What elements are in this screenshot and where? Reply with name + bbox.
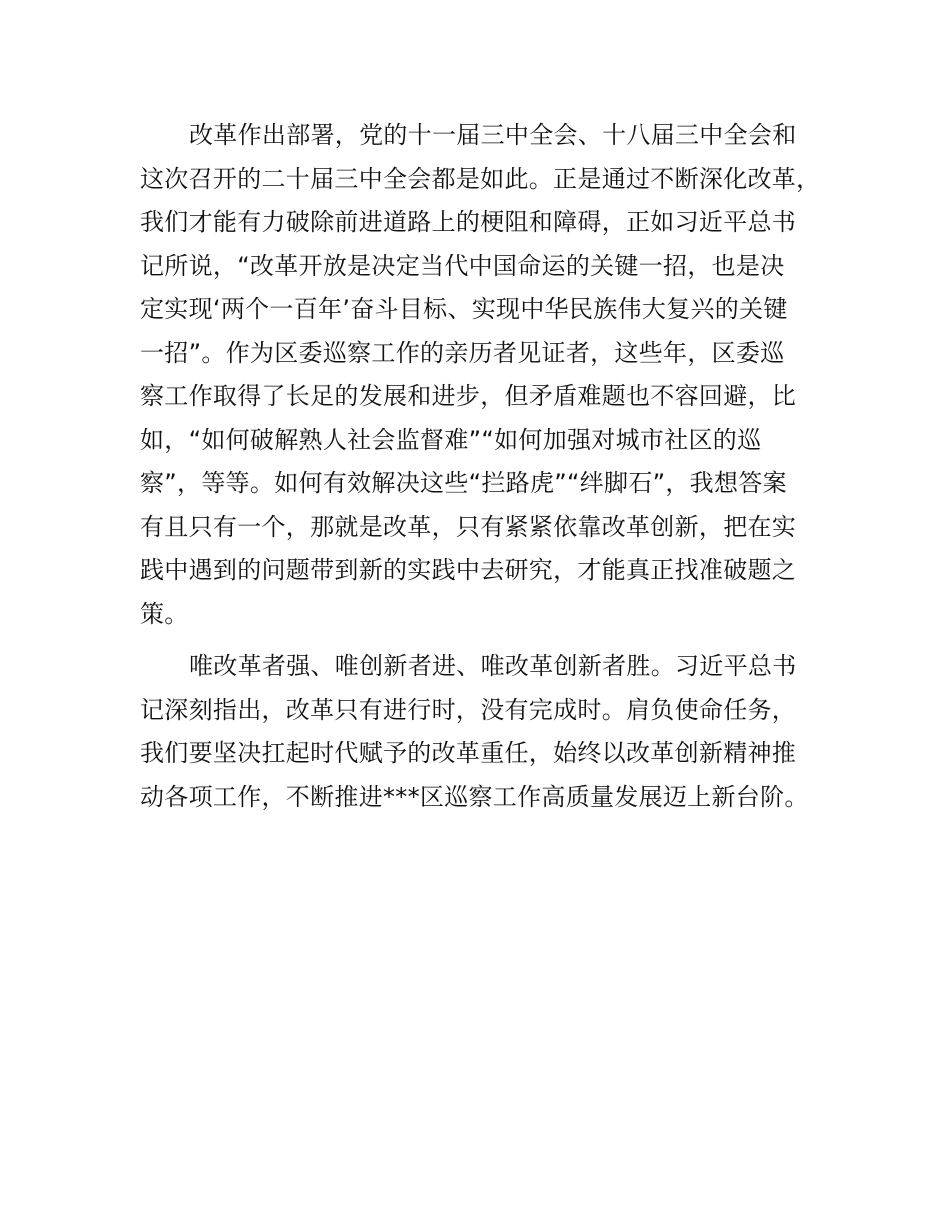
text-line: 有且只有一个，那就是改革，只有紧紧依靠改革创新，把在实 xyxy=(140,512,797,541)
text-line: 践中遇到的问题带到新的实践中去研究，才能真正找准破题之 xyxy=(140,556,797,584)
text-line: 记所说，“改革开放是决定当代中国命运的关键一招，也是决 xyxy=(140,251,785,280)
text-line: 如，“如何破解熟人社会监督难”“如何加强对城市社区的巡 xyxy=(140,425,762,454)
text-line: 察”，等等。如何有效解决这些“拦路虎”“绊脚石”，我想答案 xyxy=(140,469,787,497)
text-line: 记深刻指出，改革只有进行时，没有完成时。肩负使命任务， xyxy=(140,695,797,724)
paragraph-2 xyxy=(140,645,830,819)
paragraph-spacer xyxy=(140,636,830,645)
text-line: 我们要坚决扛起时代赋予的改革重任，始终以改革创新精神推 xyxy=(140,739,797,767)
paragraph-1 xyxy=(140,114,830,636)
text-line: 唯改革者强、唯创新者进、唯改革创新者胜。习近平总书 xyxy=(189,652,797,680)
text-line: 察工作取得了长足的发展和进步，但矛盾难题也不容回避，比 xyxy=(140,382,797,410)
text-line: 改革作出部署，党的十一届三中全会、十八届三中全会和 xyxy=(189,121,797,149)
text-line: 定实现‘两个一百年’奋斗目标、实现中华民族伟大复兴的关键 xyxy=(140,295,788,323)
text-line: 我们才能有力破除前进道路上的梗阻和障碍，正如习近平总书 xyxy=(140,208,797,236)
text-line: 动各项工作，不断推进***区巡察工作高质量发展迈上新台阶。 xyxy=(140,782,809,811)
text-line: 这次召开的二十届三中全会都是如此。正是通过不断深化改革， xyxy=(140,164,821,193)
text-line: 策。 xyxy=(140,599,189,628)
body-text xyxy=(140,114,830,819)
text-line: 一招”。作为区委巡察工作的亲历者见证者，这些年，区委巡 xyxy=(140,338,785,367)
